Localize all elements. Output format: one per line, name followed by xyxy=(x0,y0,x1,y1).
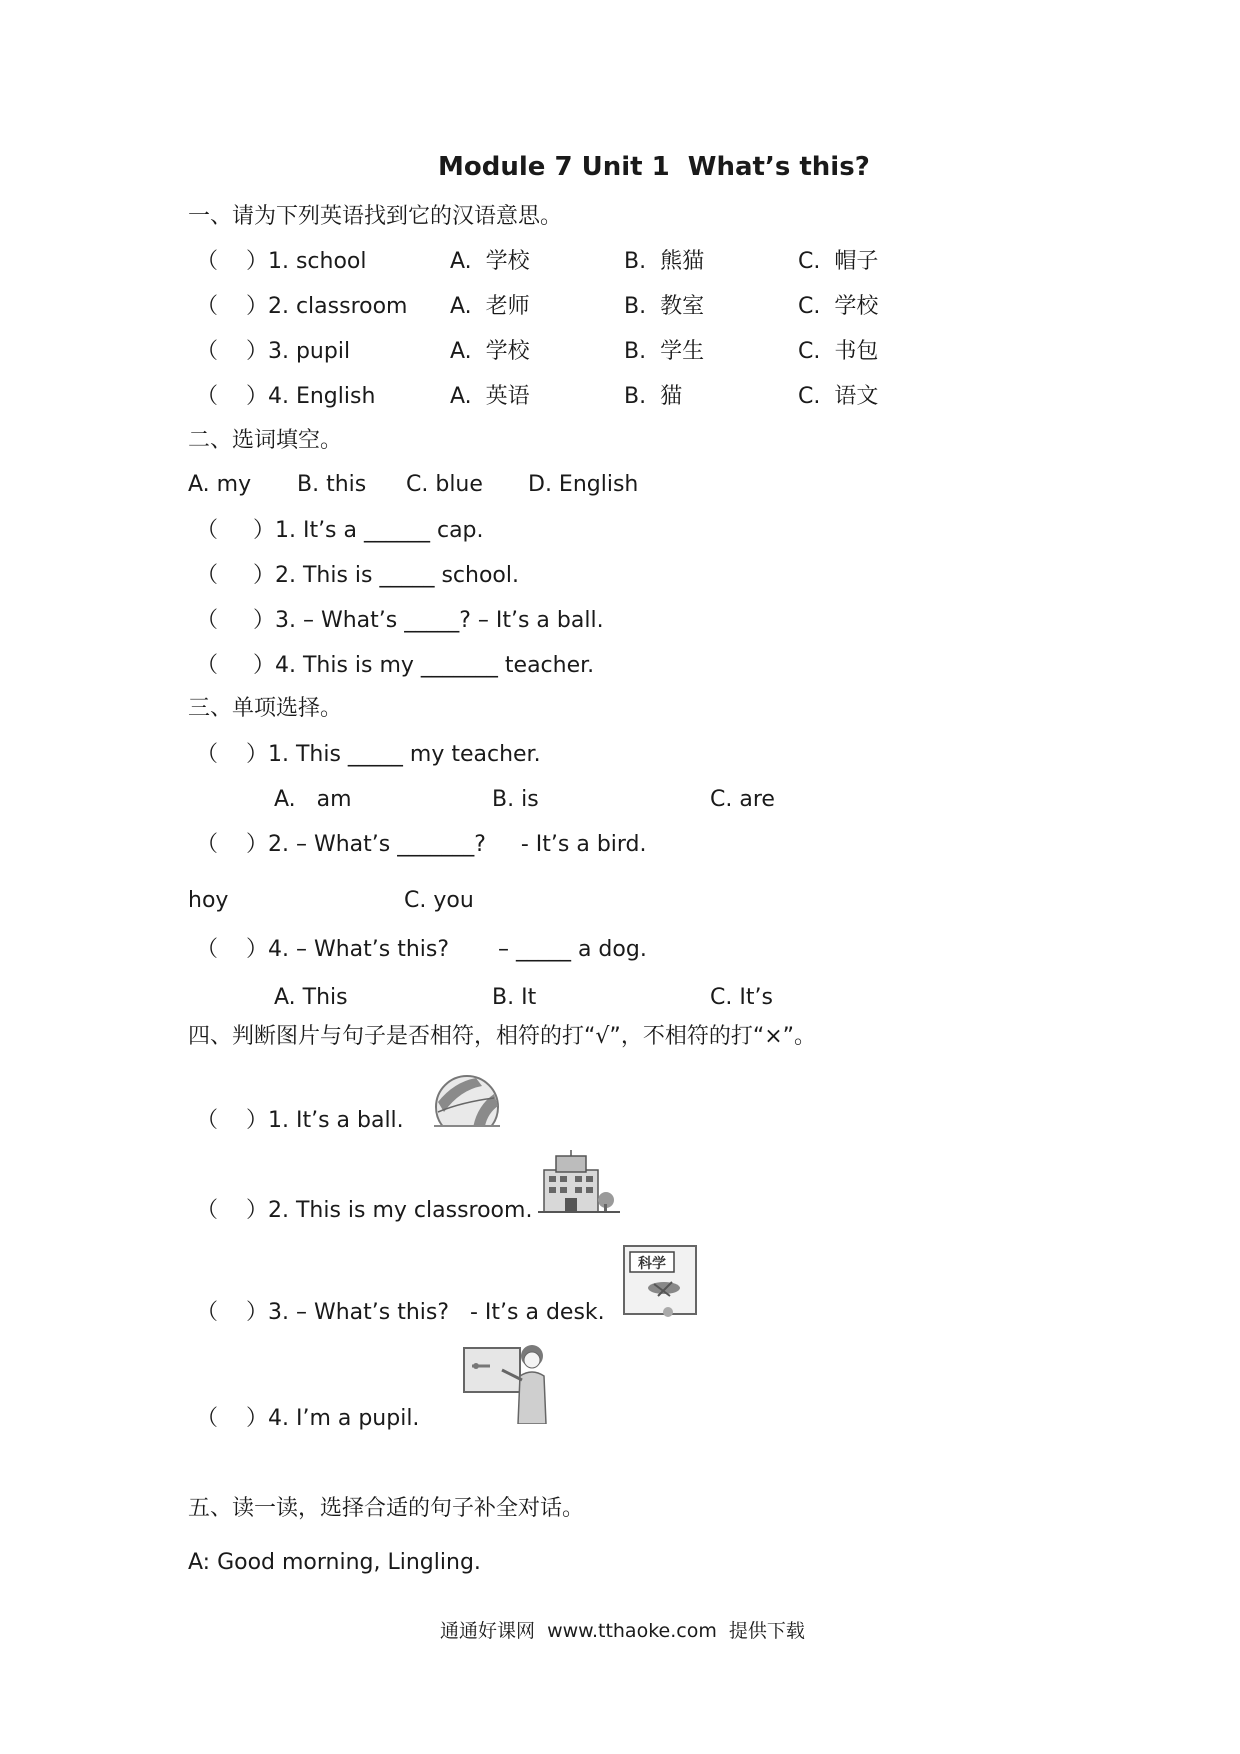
s1-q2-a: A. 老师 xyxy=(450,294,530,319)
s3-q4-option-a: A. This xyxy=(274,985,348,1010)
s2-option-b: B. this xyxy=(297,472,367,497)
s3-q2: （ ）2. – What’s _______? - It’s a bird. xyxy=(196,832,647,857)
s2-item-4: （ ）4. This is my _______ teacher. xyxy=(196,653,595,678)
s3-q4-option-c: C. It’s xyxy=(710,985,773,1010)
s3-q1-option-b: B. is xyxy=(492,787,539,812)
science-book-label: 科学 xyxy=(638,1256,666,1272)
s1-q2-c: C. 学校 xyxy=(798,294,879,319)
s2-option-d: D. English xyxy=(528,472,639,497)
section2-heading: 二、选词填空。 xyxy=(188,428,343,453)
s1-q1-c: C. 帽子 xyxy=(798,249,879,274)
s4-item-4: （ ）4. I’m a pupil. xyxy=(196,1406,420,1431)
section3-heading: 三、单项选择。 xyxy=(188,696,343,721)
section5-heading: 五、读一读，选择合适的句子补全对话。 xyxy=(188,1496,585,1521)
s3-q2-option-c: C. you xyxy=(404,888,474,913)
s2-item-3: （ ）3. – What’s _____? – It’s a ball. xyxy=(196,608,604,633)
s1-q3-c: C. 书包 xyxy=(798,339,879,364)
s4-item-2: （ ）2. This is my classroom. xyxy=(196,1198,533,1223)
s1-q1: （ ）1. school xyxy=(196,249,367,274)
s2-item-2: （ ）2. This is _____ school. xyxy=(196,563,519,588)
s3-q1-option-a: A. am xyxy=(274,787,352,812)
s4-item-1: （ ）1. It’s a ball. xyxy=(196,1108,404,1133)
s1-q4-a: A. 英语 xyxy=(450,384,530,409)
s1-q2: （ ）2. classroom xyxy=(196,294,408,319)
s3-q2-option-a: hoy xyxy=(188,888,229,913)
s2-item-1: （ ）1. It’s a ______ cap. xyxy=(196,518,484,543)
s1-q3: （ ）3. pupil xyxy=(196,339,351,364)
s1-q4-c: C. 语文 xyxy=(798,384,879,409)
s2-option-a: A. my xyxy=(188,472,252,497)
s1-q3-a: A. 学校 xyxy=(450,339,530,364)
s2-option-c: C. blue xyxy=(406,472,483,497)
s1-q1-a: A. 学校 xyxy=(450,249,530,274)
s1-q1-b: B. 熊猫 xyxy=(624,249,705,274)
s3-q1: （ ）1. This _____ my teacher. xyxy=(196,742,541,767)
page-title: Module 7 Unit 1 What’s this? xyxy=(438,152,870,182)
ball-icon xyxy=(432,1072,502,1130)
science-book-icon xyxy=(618,1242,702,1318)
s3-q4: （ ）4. – What’s this? – _____ a dog. xyxy=(196,937,647,962)
s1-q2-b: B. 教室 xyxy=(624,294,705,319)
s4-item-3: （ ）3. – What’s this? - It’s a desk. xyxy=(196,1300,605,1325)
school-building-icon xyxy=(536,1150,622,1218)
section1-heading: 一、请为下列英语找到它的汉语意思。 xyxy=(188,204,563,229)
s3-q1-option-c: C. are xyxy=(710,787,775,812)
page-footer: 通通好课网 www.tthaoke.com 提供下载 xyxy=(440,1620,805,1642)
s3-q4-option-b: B. It xyxy=(492,985,537,1010)
s1-q3-b: B. 学生 xyxy=(624,339,705,364)
s5-line-1: A: Good morning, Lingling. xyxy=(188,1550,481,1575)
s1-q4: （ ）4. English xyxy=(196,384,376,409)
section4-heading: 四、判断图片与句子是否相符，相符的打“√”，不相符的打“×”。 xyxy=(188,1024,817,1049)
s1-q4-b: B. 猫 xyxy=(624,384,683,409)
teacher-icon xyxy=(462,1340,558,1424)
